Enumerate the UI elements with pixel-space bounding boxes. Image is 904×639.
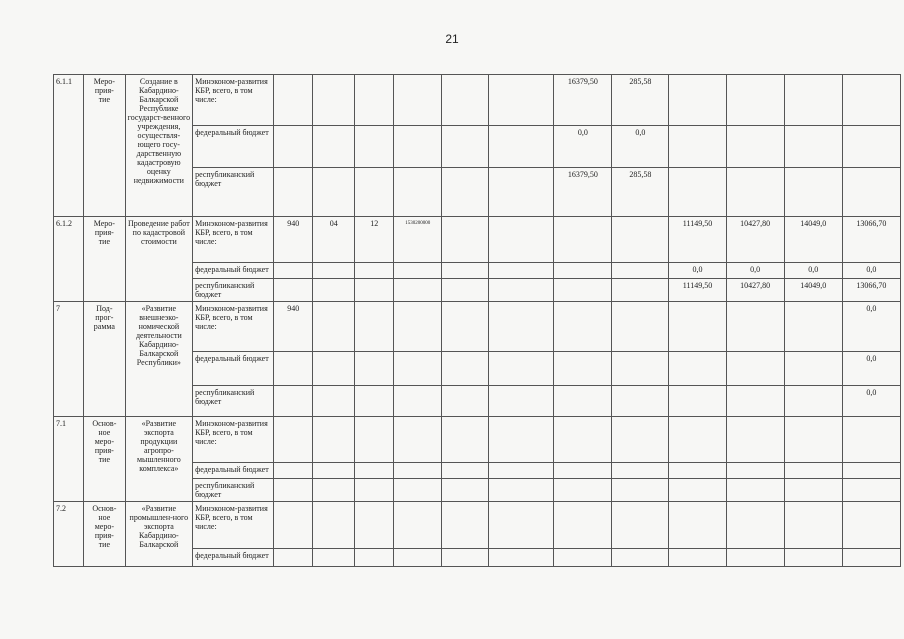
- amount-cell: [554, 479, 612, 502]
- amount-cell: [554, 279, 612, 302]
- amount-cell: [726, 352, 784, 386]
- amount-cell: [842, 417, 900, 463]
- amount-cell: [612, 502, 669, 549]
- code-pr: [354, 168, 393, 217]
- code-rz: [313, 352, 355, 386]
- amount-cell: [554, 502, 612, 549]
- amount-cell: [488, 126, 553, 168]
- page-number: 21: [445, 32, 459, 46]
- row-name: Проведение работ по кадастровой стоимости: [125, 217, 192, 302]
- funding-source: федеральный бюджет: [193, 463, 274, 479]
- code-pr: [354, 279, 393, 302]
- amount-cell: [612, 302, 669, 352]
- row-name: Создание в Кабардино-Балкарской Республике государст-венного учреждения, осуществля-ющего госу-дарственную кадастровую оценку недвижимости: [125, 75, 192, 217]
- code-csr: [394, 75, 442, 126]
- amount-cell: [784, 479, 842, 502]
- code-rz: [313, 126, 355, 168]
- amount-cell: 14049,0: [784, 279, 842, 302]
- funding-source: республиканский бюджет: [193, 479, 274, 502]
- amount-cell: [488, 386, 553, 417]
- code-grbs: [274, 502, 313, 549]
- amount-cell: [442, 463, 489, 479]
- code-grbs: [274, 263, 313, 279]
- amount-cell: [784, 352, 842, 386]
- funding-source: Минэконом-развития КБР, всего, в том числе:: [193, 502, 274, 549]
- amount-cell: [726, 549, 784, 567]
- funding-source: Минэконом-развития КБР, всего, в том числе:: [193, 302, 274, 352]
- code-grbs: [274, 386, 313, 417]
- amount-cell: [726, 75, 784, 126]
- code-pr: [354, 126, 393, 168]
- code-csr: [394, 549, 442, 567]
- amount-cell: [554, 302, 612, 352]
- row-name: «Развитие промышлен-ного экспорта Кабардино-Балкарской: [125, 502, 192, 567]
- table-row: [54, 502, 901, 549]
- code-csr: [394, 417, 442, 463]
- amount-cell: [442, 126, 489, 168]
- code-pr: [354, 263, 393, 279]
- row-name: «Развитие внешнеэко-номической деятельности Кабардино-Балкарской Республики»: [125, 302, 192, 417]
- code-rz: [313, 417, 355, 463]
- amount-cell: [842, 549, 900, 567]
- amount-cell: [554, 463, 612, 479]
- amount-cell: 0,0: [669, 263, 726, 279]
- row-code: 6.1.1: [54, 75, 84, 217]
- code-pr: [354, 502, 393, 549]
- amount-cell: [842, 168, 900, 217]
- amount-cell: [669, 302, 726, 352]
- row-type: Меро- прия- тие: [84, 75, 126, 217]
- code-csr: [394, 502, 442, 549]
- amount-cell: [488, 417, 553, 463]
- amount-cell: 0,0: [612, 126, 669, 168]
- code-grbs: 940: [274, 302, 313, 352]
- amount-cell: 16379,50: [554, 168, 612, 217]
- amount-cell: [612, 549, 669, 567]
- row-code: 6.1.2: [54, 217, 84, 302]
- amount-cell: [669, 75, 726, 126]
- amount-cell: [612, 386, 669, 417]
- amount-cell: 0,0: [842, 386, 900, 417]
- amount-cell: [726, 417, 784, 463]
- amount-cell: 0,0: [784, 263, 842, 279]
- amount-cell: [726, 502, 784, 549]
- funding-source: федеральный бюджет: [193, 263, 274, 279]
- amount-cell: 0,0: [554, 126, 612, 168]
- table-row: [54, 302, 901, 352]
- amount-cell: [442, 217, 489, 263]
- code-grbs: [274, 417, 313, 463]
- amount-cell: [784, 549, 842, 567]
- amount-cell: 0,0: [842, 263, 900, 279]
- amount-cell: [612, 417, 669, 463]
- amount-cell: [442, 168, 489, 217]
- amount-cell: [612, 279, 669, 302]
- amount-cell: [488, 479, 553, 502]
- amount-cell: [554, 549, 612, 567]
- amount-cell: [726, 126, 784, 168]
- row-code: 7: [54, 302, 84, 417]
- funding-source: федеральный бюджет: [193, 549, 274, 567]
- code-csr: [394, 463, 442, 479]
- code-grbs: [274, 479, 313, 502]
- amount-cell: 11149,50: [669, 279, 726, 302]
- amount-cell: [842, 479, 900, 502]
- code-pr: [354, 463, 393, 479]
- amount-cell: [442, 279, 489, 302]
- amount-cell: [554, 217, 612, 263]
- code-csr: [394, 302, 442, 352]
- funding-source: Минэконом-развития КБР, всего, в том числе:: [193, 217, 274, 263]
- code-pr: [354, 386, 393, 417]
- amount-cell: [669, 549, 726, 567]
- amount-cell: 16379,50: [554, 75, 612, 126]
- funding-source: республиканский бюджет: [193, 168, 274, 217]
- amount-cell: [784, 302, 842, 352]
- code-rz: [313, 168, 355, 217]
- code-pr: [354, 352, 393, 386]
- amount-cell: [488, 263, 553, 279]
- code-csr: [394, 479, 442, 502]
- amount-cell: [784, 502, 842, 549]
- amount-cell: [488, 217, 553, 263]
- amount-cell: [612, 463, 669, 479]
- table-row: [54, 75, 901, 126]
- budget-table: [53, 74, 901, 567]
- code-csr: [394, 168, 442, 217]
- code-grbs: [274, 75, 313, 126]
- amount-cell: 0,0: [842, 302, 900, 352]
- amount-cell: 0,0: [842, 352, 900, 386]
- amount-cell: [442, 502, 489, 549]
- funding-source: федеральный бюджет: [193, 352, 274, 386]
- amount-cell: [488, 463, 553, 479]
- amount-cell: [442, 549, 489, 567]
- code-csr: 1530200000: [394, 217, 442, 263]
- amount-cell: [442, 386, 489, 417]
- amount-cell: 14049,0: [784, 217, 842, 263]
- amount-cell: 285,58: [612, 75, 669, 126]
- amount-cell: [669, 479, 726, 502]
- code-pr: [354, 479, 393, 502]
- amount-cell: [669, 352, 726, 386]
- funding-source: республиканский бюджет: [193, 279, 274, 302]
- table-row: [54, 217, 901, 263]
- code-grbs: 940: [274, 217, 313, 263]
- code-csr: [394, 263, 442, 279]
- amount-cell: [726, 386, 784, 417]
- row-code: 7.2: [54, 502, 84, 567]
- code-rz: [313, 302, 355, 352]
- amount-cell: [669, 502, 726, 549]
- amount-cell: 10427,80: [726, 279, 784, 302]
- amount-cell: [442, 263, 489, 279]
- amount-cell: [669, 463, 726, 479]
- amount-cell: [488, 279, 553, 302]
- amount-cell: [842, 463, 900, 479]
- amount-cell: [554, 263, 612, 279]
- code-rz: [313, 263, 355, 279]
- amount-cell: [612, 263, 669, 279]
- code-grbs: [274, 352, 313, 386]
- amount-cell: [784, 386, 842, 417]
- code-rz: [313, 75, 355, 126]
- amount-cell: [554, 386, 612, 417]
- amount-cell: [669, 386, 726, 417]
- amount-cell: 11149,50: [669, 217, 726, 263]
- table-row: [54, 417, 901, 463]
- amount-cell: [488, 502, 553, 549]
- amount-cell: [726, 479, 784, 502]
- amount-cell: [442, 417, 489, 463]
- code-grbs: [274, 549, 313, 567]
- code-grbs: [274, 279, 313, 302]
- code-rz: [313, 479, 355, 502]
- row-type: Меро- прия- тие: [84, 217, 126, 302]
- amount-cell: [842, 502, 900, 549]
- amount-cell: [442, 75, 489, 126]
- funding-source: республиканский бюджет: [193, 386, 274, 417]
- amount-cell: [488, 302, 553, 352]
- code-pr: [354, 417, 393, 463]
- row-type: Основ- ное меро- прия- тие: [84, 417, 126, 502]
- amount-cell: [612, 217, 669, 263]
- amount-cell: [442, 479, 489, 502]
- code-pr: [354, 302, 393, 352]
- amount-cell: [784, 75, 842, 126]
- row-type: Основ- ное меро- прия- тие: [84, 502, 126, 567]
- code-pr: [354, 549, 393, 567]
- amount-cell: 13066,70: [842, 217, 900, 263]
- code-grbs: [274, 463, 313, 479]
- code-grbs: [274, 126, 313, 168]
- amount-cell: [488, 352, 553, 386]
- amount-cell: [488, 168, 553, 217]
- amount-cell: [726, 168, 784, 217]
- code-pr: 12: [354, 217, 393, 263]
- amount-cell: [554, 417, 612, 463]
- amount-cell: [669, 417, 726, 463]
- code-csr: [394, 279, 442, 302]
- amount-cell: [842, 126, 900, 168]
- amount-cell: [612, 479, 669, 502]
- row-name: «Развитие экспорта продукции агропро-мышленного комплекса»: [125, 417, 192, 502]
- amount-cell: [784, 126, 842, 168]
- amount-cell: [488, 549, 553, 567]
- amount-cell: [669, 126, 726, 168]
- code-csr: [394, 352, 442, 386]
- amount-cell: [726, 463, 784, 479]
- code-grbs: [274, 168, 313, 217]
- amount-cell: 10427,80: [726, 217, 784, 263]
- code-rz: [313, 463, 355, 479]
- amount-cell: [842, 75, 900, 126]
- row-code: 7.1: [54, 417, 84, 502]
- amount-cell: [784, 417, 842, 463]
- code-rz: [313, 502, 355, 549]
- funding-source: Минэконом-развития КБР, всего, в том числе:: [193, 75, 274, 126]
- code-rz: 04: [313, 217, 355, 263]
- code-rz: [313, 279, 355, 302]
- code-csr: [394, 126, 442, 168]
- amount-cell: [784, 463, 842, 479]
- funding-source: федеральный бюджет: [193, 126, 274, 168]
- funding-source: Минэконом-развития КБР, всего, в том числе:: [193, 417, 274, 463]
- amount-cell: [784, 168, 842, 217]
- amount-cell: [442, 302, 489, 352]
- code-pr: [354, 75, 393, 126]
- code-rz: [313, 549, 355, 567]
- amount-cell: 13066,70: [842, 279, 900, 302]
- code-rz: [313, 386, 355, 417]
- amount-cell: [554, 352, 612, 386]
- amount-cell: [442, 352, 489, 386]
- amount-cell: 0,0: [726, 263, 784, 279]
- amount-cell: 285,58: [612, 168, 669, 217]
- amount-cell: [612, 352, 669, 386]
- amount-cell: [726, 302, 784, 352]
- code-csr: [394, 386, 442, 417]
- row-type: Под- прог- рамма: [84, 302, 126, 417]
- amount-cell: [488, 75, 553, 126]
- amount-cell: [669, 168, 726, 217]
